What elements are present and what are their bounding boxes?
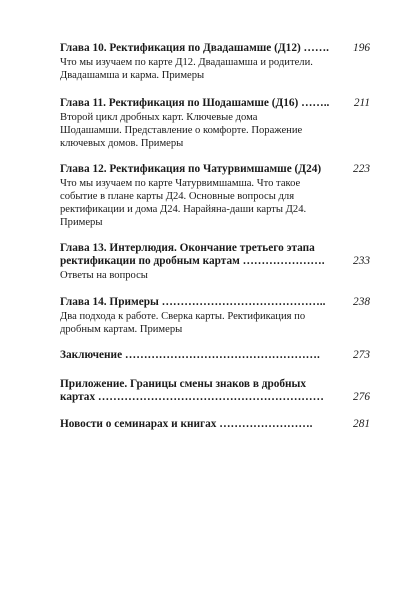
toc-title-text: Приложение. Границы смены знаков в дробных: [60, 378, 307, 390]
description-line: Что мы изучаем по карте Д12. Двадашамша и родители.: [60, 57, 313, 68]
toc-entry-title: [60, 163, 370, 176]
toc-title-text: Глава 14. Примеры ……………………………………..: [60, 296, 326, 308]
page-number: 211: [353, 97, 370, 109]
page-number: 233: [353, 255, 370, 267]
description-line: событие в плане карты Д24. Основные вопросы для: [60, 191, 295, 202]
description-line: Что мы изучаем по карте Чатурвимшамша. Что такое: [60, 178, 301, 189]
page-number: 276: [353, 391, 370, 403]
toc-entry-title: [60, 296, 370, 309]
toc-entry-description: [60, 56, 370, 82]
description-line: Шодашамши. Представление о комфорте. Поражение: [60, 125, 303, 136]
toc-entry-title: [60, 418, 370, 431]
toc-title-text: Новости о семинарах и книгах …………………….: [60, 418, 313, 430]
toc-entry-title: [60, 97, 370, 110]
toc-title-text: Глава 10. Ректификация по Двадашамше (Д12) …….: [60, 42, 329, 54]
toc-entry-news: [60, 418, 370, 431]
toc-entry-title: [60, 242, 370, 268]
description-line: Ответы на вопросы: [60, 270, 148, 281]
page-number: 238: [353, 296, 370, 308]
page-number: 223: [353, 163, 370, 175]
description-line: ректификации и дома Д24. Нарайяна-даши карты Д24.: [60, 204, 307, 215]
toc-entry-title: [60, 349, 370, 362]
toc-title-text: Заключение …………………………………………….: [60, 349, 320, 361]
toc-title-text: Глава 13. Интерлюдия. Окончание третьего этапа: [60, 242, 315, 254]
toc-entry-description: [60, 310, 370, 336]
page-number: 281: [353, 418, 370, 430]
description-line: Два подхода к работе. Сверка карты. Ректификация по: [60, 311, 306, 322]
description-line: Примеры: [60, 217, 103, 228]
toc-title-text-continued: картах ……………………………………………………: [60, 391, 324, 403]
description-line: Второй цикл дробных карт. Ключевые дома: [60, 112, 258, 123]
toc-entry-appendix: [60, 378, 370, 404]
toc-entry-description: [60, 269, 370, 282]
toc-entry-description: [60, 111, 370, 150]
toc-entry-title: [60, 42, 370, 55]
toc-entry-title: [60, 378, 370, 404]
description-line: дробным картам. Примеры: [60, 324, 183, 335]
description-line: Двадашамша и карма. Примеры: [60, 70, 205, 81]
toc-title-text: Глава 12. Ректификация по Чатурвимшамше (Д24): [60, 163, 322, 175]
toc-entry-chapter-11: [60, 97, 370, 150]
toc-entry-description: [60, 177, 370, 229]
toc-entry-chapter-13: [60, 242, 370, 282]
description-line: ключевых домов. Примеры: [60, 138, 184, 149]
page-number: 273: [353, 349, 370, 361]
toc-entry-chapter-14: [60, 296, 370, 336]
page-number: 196: [353, 42, 370, 54]
toc-entry-conclusion: [60, 349, 370, 362]
toc-title-text: Глава 11. Ректификация по Шодашамше (Д16) ……..: [60, 97, 330, 109]
toc-entry-chapter-12: [60, 163, 370, 229]
toc-title-text-continued: ректификации по дробным картам ………………….: [60, 255, 325, 267]
toc-entry-chapter-10: [60, 42, 370, 82]
